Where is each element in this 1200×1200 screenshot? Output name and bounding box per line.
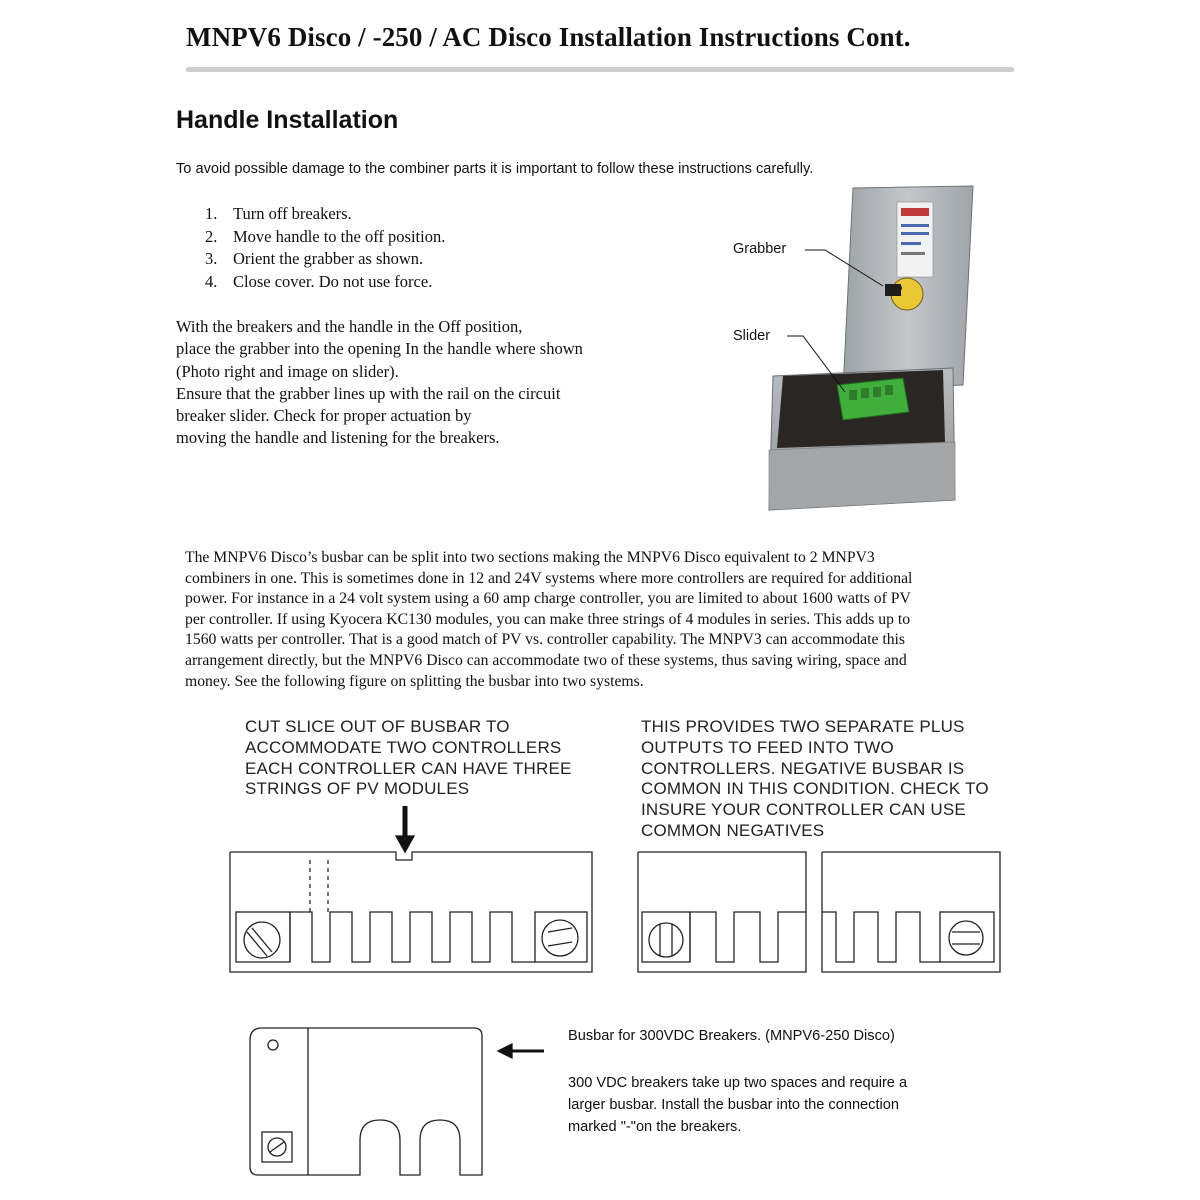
screw-terminal-icon (244, 922, 280, 958)
diagram-note-cut-slice: CUT SLICE OUT OF BUSBAR TO ACCOMMODATE TWO CONTROLLERS EACH CONTROLLER CAN HAVE THREE STRINGS OF PV MODULES (245, 717, 572, 799)
section-heading: Handle Installation (176, 106, 399, 134)
busbar-split-paragraph: The MNPV6 Disco’s busbar can be split into two sections making the MNPV6 Disco equivalent to 2 MNPV3 combiners in one. This is sometimes done in 12 and 24V systems where more controllers are required for additional power. For instance in a 24 volt system using a 60 amp charge controller, you are limited to about 1600 watts of PV per controller. If using Kyocera KC130 modules, you can make three strings of 4 modules in series. This adds up to 1560 watts per controller. That is a good match of PV vs. controller capability. The MNPV3 can accommodate this arrangement directly, but the MNPV6 Disco can accommodate two of these systems, thus saving wiring, space and money. See the following figure on splitting the busbar into two systems. (185, 549, 913, 690)
intro-text: To avoid possible damage to the combiner parts it is important to follow these instructions carefully. (176, 161, 814, 177)
screw-terminal-icon (949, 921, 983, 955)
left-arrow-icon (498, 1044, 544, 1058)
step-item: 1. Turn off breakers. (205, 204, 352, 223)
installation-steps (205, 203, 445, 293)
screw-terminal-icon (542, 920, 578, 956)
page-title: MNPV6 Disco / -250 / AC Disco Installation Instructions Cont. (186, 22, 911, 52)
busbar-300vdc-note: 300 VDC breakers take up two spaces and require a larger busbar. Install the busbar into the connection marked "-"on the breakers. (568, 1075, 908, 1135)
screw-terminal-icon (649, 923, 683, 957)
step-item: 3. Orient the grabber as shown. (205, 249, 424, 268)
handle-instructions-paragraph: With the breakers and the handle in the Off position, place the grabber into the opening In the handle where shown (Photo right and image on slider). Ensure that the grabber lines up with the rail on the circuit breaker slider. Check for proper actuation by moving the handle and listening for the breakers. (176, 317, 583, 448)
grabber-label: Grabber (733, 241, 787, 257)
busbar-split-right-diagram (822, 852, 1000, 972)
slider-label: Slider (733, 328, 771, 344)
busbar-300vdc-diagram (250, 1028, 482, 1175)
screw-terminal-icon (268, 1138, 286, 1156)
combiner-box-photo (725, 180, 985, 525)
down-arrow-icon (396, 806, 414, 852)
busbar-split-left-diagram (638, 852, 806, 972)
step-item: 2. Move handle to the off position. (205, 226, 446, 246)
diagram-note-two-outputs: THIS PROVIDES TWO SEPARATE PLUS OUTPUTS TO FEED INTO TWO CONTROLLERS. NEGATIVE BUSBAR IS COMMON IN THIS CONDITION. CHECK TO INSURE YOUR CONTROLLER CAN USE COMMON NEGATIVES (641, 717, 989, 840)
busbar-300vdc-caption: Busbar for 300VDC Breakers. (MNPV6-250 Disco) (568, 1028, 895, 1044)
title-divider (186, 67, 1014, 72)
busbar-full-diagram (230, 852, 592, 972)
step-item: 4. Close cover. Do not use force. (205, 271, 433, 291)
